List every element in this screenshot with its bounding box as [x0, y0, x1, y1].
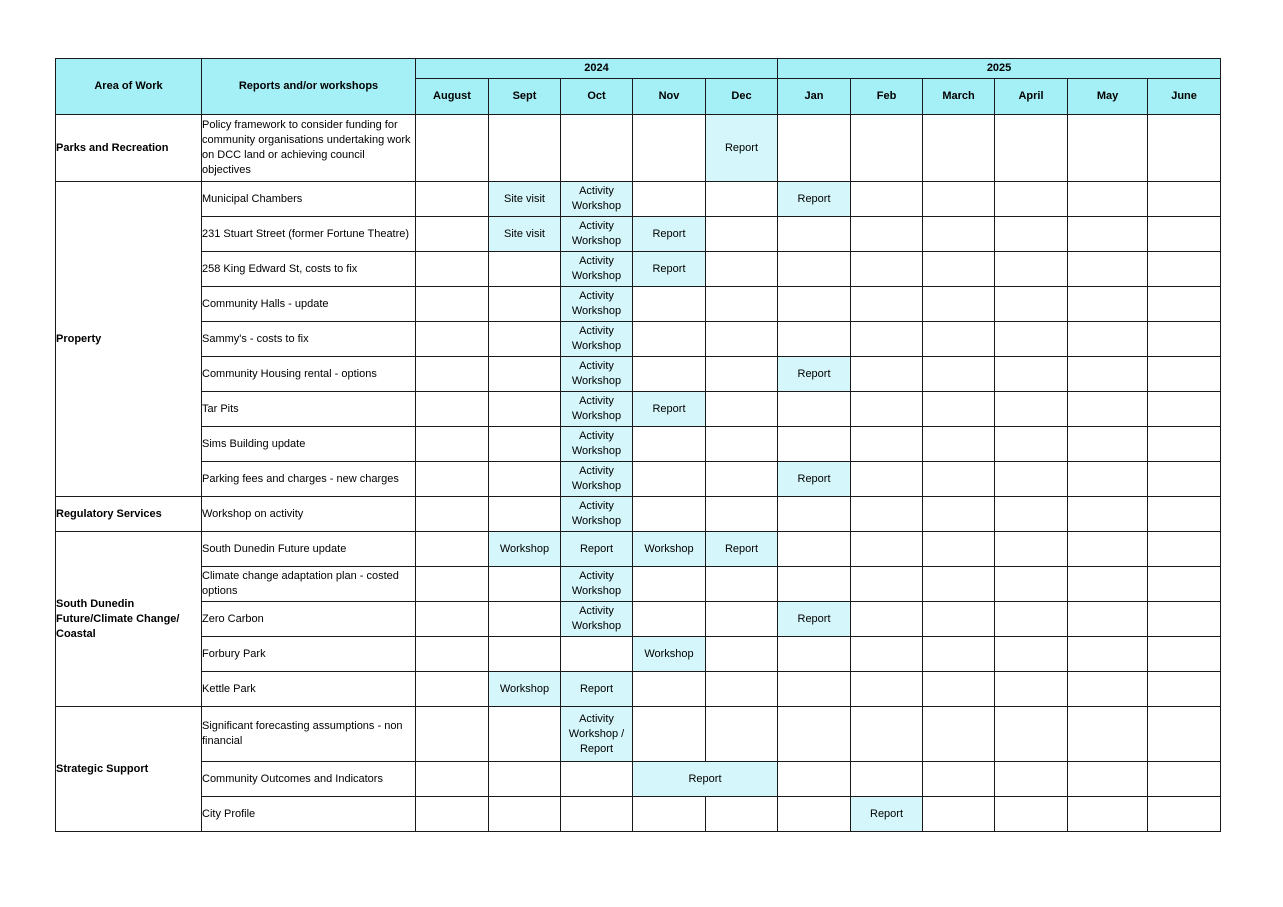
- schedule-cell-oct: Activity Workshop: [561, 322, 633, 357]
- schedule-cell-april: [995, 287, 1068, 322]
- schedule-cell-nov: [633, 115, 706, 182]
- schedule-cell-aug: [416, 252, 489, 287]
- schedule-body: [56, 115, 1221, 832]
- month-header-nov: Nov: [633, 79, 706, 115]
- schedule-cell-aug: [416, 357, 489, 392]
- schedule-cell-sept: [489, 115, 561, 182]
- schedule-cell-april: [995, 497, 1068, 532]
- schedule-cell-may: [1068, 252, 1148, 287]
- schedule-cell-nov: Report: [633, 762, 778, 797]
- schedule-cell-may: [1068, 672, 1148, 707]
- schedule-cell-may: [1068, 322, 1148, 357]
- report-title-cell: Kettle Park: [202, 672, 416, 707]
- schedule-cell-feb: [851, 762, 923, 797]
- schedule-cell-march: [923, 797, 995, 832]
- schedule-cell-june: [1148, 762, 1221, 797]
- schedule-cell-april: [995, 602, 1068, 637]
- schedule-cell-oct: [561, 115, 633, 182]
- schedule-cell-aug: [416, 115, 489, 182]
- schedule-cell-june: [1148, 217, 1221, 252]
- schedule-cell-nov: [633, 672, 706, 707]
- schedule-cell-dec: [706, 357, 778, 392]
- schedule-cell-feb: [851, 427, 923, 462]
- schedule-cell-jan: [778, 322, 851, 357]
- schedule-cell-march: [923, 707, 995, 762]
- schedule-cell-aug: [416, 392, 489, 427]
- schedule-cell-dec: [706, 392, 778, 427]
- schedule-cell-dec: Report: [706, 115, 778, 182]
- report-title-cell: Community Housing rental - options: [202, 357, 416, 392]
- schedule-cell-aug: [416, 567, 489, 602]
- report-title-cell: Sims Building update: [202, 427, 416, 462]
- table-row: [56, 322, 1221, 357]
- schedule-cell-nov: Report: [633, 217, 706, 252]
- schedule-cell-feb: [851, 182, 923, 217]
- schedule-cell-nov: Report: [633, 392, 706, 427]
- schedule-cell-sept: [489, 567, 561, 602]
- schedule-cell-april: [995, 392, 1068, 427]
- schedule-cell-jan: [778, 532, 851, 567]
- report-title-cell: Policy framework to consider funding for community organisations undertaking work on DCC land or achieving council objectives: [202, 115, 416, 182]
- schedule-cell-jan: [778, 637, 851, 672]
- schedule-cell-april: [995, 532, 1068, 567]
- schedule-cell-feb: Report: [851, 797, 923, 832]
- schedule-cell-nov: [633, 322, 706, 357]
- schedule-cell-oct: Activity Workshop: [561, 252, 633, 287]
- schedule-cell-sept: Site visit: [489, 182, 561, 217]
- schedule-cell-nov: [633, 497, 706, 532]
- schedule-cell-dec: [706, 567, 778, 602]
- schedule-cell-sept: [489, 252, 561, 287]
- schedule-cell-april: [995, 567, 1068, 602]
- schedule-cell-sept: [489, 497, 561, 532]
- month-header-june: June: [1148, 79, 1221, 115]
- schedule-cell-jan: [778, 252, 851, 287]
- schedule-cell-jan: Report: [778, 462, 851, 497]
- schedule-cell-oct: [561, 797, 633, 832]
- schedule-cell-oct: Activity Workshop: [561, 602, 633, 637]
- schedule-cell-june: [1148, 182, 1221, 217]
- month-header-march: March: [923, 79, 995, 115]
- schedule-cell-aug: [416, 427, 489, 462]
- schedule-cell-jan: [778, 672, 851, 707]
- schedule-cell-feb: [851, 252, 923, 287]
- schedule-cell-march: [923, 252, 995, 287]
- report-title-cell: Climate change adaptation plan - costed options: [202, 567, 416, 602]
- table-row: [56, 637, 1221, 672]
- report-title-cell: Sammy's - costs to fix: [202, 322, 416, 357]
- schedule-cell-feb: [851, 217, 923, 252]
- schedule-cell-dec: [706, 462, 778, 497]
- report-title-cell: South Dunedin Future update: [202, 532, 416, 567]
- schedule-cell-sept: Workshop: [489, 672, 561, 707]
- schedule-cell-sept: [489, 797, 561, 832]
- schedule-cell-nov: Report: [633, 252, 706, 287]
- schedule-cell-oct: Activity Workshop: [561, 497, 633, 532]
- schedule-cell-march: [923, 637, 995, 672]
- schedule-cell-april: [995, 427, 1068, 462]
- schedule-cell-oct: Activity Workshop / Report: [561, 707, 633, 762]
- year-header-2024: 2024: [416, 59, 778, 79]
- reports-header: Reports and/or workshops: [202, 59, 416, 115]
- schedule-cell-march: [923, 357, 995, 392]
- schedule-cell-nov: [633, 357, 706, 392]
- schedule-cell-may: [1068, 427, 1148, 462]
- schedule-cell-oct: Activity Workshop: [561, 182, 633, 217]
- schedule-cell-aug: [416, 322, 489, 357]
- schedule-cell-may: [1068, 392, 1148, 427]
- schedule-cell-june: [1148, 797, 1221, 832]
- schedule-cell-aug: [416, 287, 489, 322]
- area-cell-property: Property: [56, 182, 202, 497]
- schedule-cell-june: [1148, 252, 1221, 287]
- table-row: [56, 762, 1221, 797]
- schedule-cell-may: [1068, 217, 1148, 252]
- month-header-oct: Oct: [561, 79, 633, 115]
- table-row: [56, 182, 1221, 217]
- month-header-sept: Sept: [489, 79, 561, 115]
- schedule-cell-oct: Activity Workshop: [561, 357, 633, 392]
- report-title-cell: Community Halls - update: [202, 287, 416, 322]
- schedule-cell-jan: [778, 762, 851, 797]
- schedule-cell-sept: [489, 462, 561, 497]
- schedule-cell-nov: [633, 797, 706, 832]
- schedule-cell-sept: [489, 637, 561, 672]
- table-row: [56, 217, 1221, 252]
- schedule-cell-april: [995, 672, 1068, 707]
- table-row: [56, 602, 1221, 637]
- report-title-cell: Zero Carbon: [202, 602, 416, 637]
- schedule-cell-may: [1068, 287, 1148, 322]
- area-cell-parks-and-recreation: Parks and Recreation: [56, 115, 202, 182]
- schedule-cell-april: [995, 357, 1068, 392]
- schedule-cell-june: [1148, 602, 1221, 637]
- schedule-cell-march: [923, 322, 995, 357]
- schedule-cell-april: [995, 217, 1068, 252]
- schedule-cell-sept: [489, 322, 561, 357]
- schedule-cell-march: [923, 182, 995, 217]
- schedule-cell-feb: [851, 602, 923, 637]
- schedule-cell-june: [1148, 115, 1221, 182]
- schedule-cell-sept: [489, 427, 561, 462]
- schedule-cell-may: [1068, 637, 1148, 672]
- schedule-cell-march: [923, 497, 995, 532]
- schedule-cell-may: [1068, 182, 1148, 217]
- schedule-cell-march: [923, 462, 995, 497]
- schedule-cell-april: [995, 462, 1068, 497]
- schedule-cell-jan: [778, 217, 851, 252]
- table-row: [56, 427, 1221, 462]
- table-row: [56, 115, 1221, 182]
- schedule-cell-aug: [416, 762, 489, 797]
- report-title-cell: 231 Stuart Street (former Fortune Theatre): [202, 217, 416, 252]
- report-title-cell: Significant forecasting assumptions - non financial: [202, 707, 416, 762]
- schedule-cell-march: [923, 392, 995, 427]
- schedule-cell-aug: [416, 497, 489, 532]
- schedule-cell-nov: Workshop: [633, 637, 706, 672]
- month-header-may: May: [1068, 79, 1148, 115]
- schedule-cell-aug: [416, 217, 489, 252]
- schedule-cell-march: [923, 602, 995, 637]
- month-header-jan: Jan: [778, 79, 851, 115]
- schedule-cell-nov: [633, 462, 706, 497]
- schedule-cell-sept: Workshop: [489, 532, 561, 567]
- schedule-cell-feb: [851, 115, 923, 182]
- schedule-cell-june: [1148, 392, 1221, 427]
- schedule-cell-june: [1148, 672, 1221, 707]
- schedule-cell-dec: [706, 707, 778, 762]
- month-header-feb: Feb: [851, 79, 923, 115]
- schedule-cell-jan: [778, 797, 851, 832]
- schedule-cell-may: [1068, 707, 1148, 762]
- table-row: [56, 672, 1221, 707]
- table-row: [56, 287, 1221, 322]
- schedule-cell-sept: [489, 287, 561, 322]
- schedule-cell-dec: [706, 427, 778, 462]
- schedule-cell-june: [1148, 462, 1221, 497]
- table-row: [56, 252, 1221, 287]
- area-of-work-header: Area of Work: [56, 59, 202, 115]
- schedule-cell-june: [1148, 357, 1221, 392]
- schedule-cell-nov: [633, 287, 706, 322]
- schedule-cell-dec: [706, 322, 778, 357]
- schedule-cell-aug: [416, 182, 489, 217]
- schedule-cell-feb: [851, 532, 923, 567]
- schedule-cell-sept: Site visit: [489, 217, 561, 252]
- schedule-cell-june: [1148, 497, 1221, 532]
- schedule-cell-sept: [489, 392, 561, 427]
- table-row: [56, 567, 1221, 602]
- schedule-cell-aug: [416, 672, 489, 707]
- month-header-dec: Dec: [706, 79, 778, 115]
- schedule-cell-may: [1068, 497, 1148, 532]
- month-header-august: August: [416, 79, 489, 115]
- table-row: [56, 357, 1221, 392]
- schedule-cell-march: [923, 427, 995, 462]
- schedule-cell-feb: [851, 497, 923, 532]
- schedule-cell-april: [995, 115, 1068, 182]
- schedule-cell-aug: [416, 532, 489, 567]
- schedule-cell-jan: [778, 497, 851, 532]
- schedule-cell-oct: Report: [561, 532, 633, 567]
- schedule-cell-june: [1148, 532, 1221, 567]
- schedule-cell-april: [995, 637, 1068, 672]
- report-title-cell: Parking fees and charges - new charges: [202, 462, 416, 497]
- schedule-cell-sept: [489, 602, 561, 637]
- schedule-cell-dec: [706, 182, 778, 217]
- schedule-cell-feb: [851, 707, 923, 762]
- report-title-cell: Workshop on activity: [202, 497, 416, 532]
- schedule-cell-sept: [489, 762, 561, 797]
- schedule-cell-april: [995, 797, 1068, 832]
- schedule-cell-jan: [778, 567, 851, 602]
- schedule-cell-jan: [778, 115, 851, 182]
- schedule-cell-oct: Activity Workshop: [561, 392, 633, 427]
- schedule-cell-oct: Activity Workshop: [561, 217, 633, 252]
- schedule-cell-oct: Activity Workshop: [561, 427, 633, 462]
- schedule-cell-june: [1148, 427, 1221, 462]
- schedule-cell-april: [995, 707, 1068, 762]
- schedule-cell-may: [1068, 602, 1148, 637]
- schedule-cell-march: [923, 115, 995, 182]
- area-cell-south-dunedin-climate-coastal: South Dunedin Future/Climate Change/ Coastal: [56, 532, 202, 707]
- schedule-cell-dec: [706, 497, 778, 532]
- schedule-cell-feb: [851, 287, 923, 322]
- schedule-cell-april: [995, 252, 1068, 287]
- schedule-cell-may: [1068, 797, 1148, 832]
- report-title-cell: City Profile: [202, 797, 416, 832]
- month-header-april: April: [995, 79, 1068, 115]
- area-cell-regulatory-services: Regulatory Services: [56, 497, 202, 532]
- report-title-cell: Forbury Park: [202, 637, 416, 672]
- report-title-cell: Tar Pits: [202, 392, 416, 427]
- table-row: [56, 497, 1221, 532]
- schedule-cell-nov: [633, 602, 706, 637]
- schedule-cell-nov: [633, 567, 706, 602]
- schedule-cell-dec: [706, 602, 778, 637]
- schedule-cell-march: [923, 672, 995, 707]
- table-row: [56, 707, 1221, 762]
- schedule-cell-march: [923, 287, 995, 322]
- schedule-cell-sept: [489, 707, 561, 762]
- schedule-cell-dec: [706, 217, 778, 252]
- schedule-cell-june: [1148, 637, 1221, 672]
- schedule-cell-nov: [633, 427, 706, 462]
- schedule-cell-jan: [778, 287, 851, 322]
- report-title-cell: Municipal Chambers: [202, 182, 416, 217]
- schedule-cell-feb: [851, 392, 923, 427]
- schedule-cell-march: [923, 217, 995, 252]
- schedule-cell-june: [1148, 322, 1221, 357]
- schedule-cell-oct: Activity Workshop: [561, 462, 633, 497]
- schedule-cell-may: [1068, 762, 1148, 797]
- schedule-cell-aug: [416, 462, 489, 497]
- schedule-cell-jan: Report: [778, 602, 851, 637]
- schedule-cell-may: [1068, 532, 1148, 567]
- schedule-cell-aug: [416, 707, 489, 762]
- report-title-cell: Community Outcomes and Indicators: [202, 762, 416, 797]
- schedule-cell-feb: [851, 462, 923, 497]
- schedule-cell-oct: Activity Workshop: [561, 287, 633, 322]
- schedule-cell-nov: [633, 707, 706, 762]
- schedule-cell-feb: [851, 672, 923, 707]
- table-row: [56, 462, 1221, 497]
- schedule-cell-dec: [706, 797, 778, 832]
- schedule-cell-april: [995, 182, 1068, 217]
- schedule-cell-sept: [489, 357, 561, 392]
- report-title-cell: 258 King Edward St, costs to fix: [202, 252, 416, 287]
- schedule-cell-march: [923, 762, 995, 797]
- schedule-cell-feb: [851, 567, 923, 602]
- schedule-cell-dec: [706, 252, 778, 287]
- schedule-cell-may: [1068, 462, 1148, 497]
- table-row: [56, 797, 1221, 832]
- schedule-cell-jan: Report: [778, 357, 851, 392]
- schedule-cell-april: [995, 762, 1068, 797]
- schedule-cell-nov: [633, 182, 706, 217]
- schedule-cell-jan: Report: [778, 182, 851, 217]
- schedule-cell-may: [1068, 357, 1148, 392]
- schedule-cell-may: [1068, 567, 1148, 602]
- schedule-cell-march: [923, 567, 995, 602]
- schedule-cell-oct: [561, 762, 633, 797]
- schedule-cell-dec: [706, 637, 778, 672]
- schedule-cell-aug: [416, 602, 489, 637]
- schedule-cell-dec: Report: [706, 532, 778, 567]
- schedule-cell-oct: [561, 637, 633, 672]
- area-cell-strategic-support: Strategic Support: [56, 707, 202, 832]
- schedule-cell-april: [995, 322, 1068, 357]
- schedule-cell-nov: Workshop: [633, 532, 706, 567]
- schedule-cell-aug: [416, 637, 489, 672]
- schedule-cell-feb: [851, 637, 923, 672]
- schedule-cell-jan: [778, 707, 851, 762]
- schedule-cell-oct: Report: [561, 672, 633, 707]
- schedule-cell-june: [1148, 707, 1221, 762]
- table-row: [56, 392, 1221, 427]
- year-header-2025: 2025: [778, 59, 1221, 79]
- schedule-cell-oct: Activity Workshop: [561, 567, 633, 602]
- schedule-cell-june: [1148, 287, 1221, 322]
- schedule-cell-feb: [851, 357, 923, 392]
- work-schedule-table: [55, 58, 1221, 832]
- schedule-cell-dec: [706, 287, 778, 322]
- schedule-cell-dec: [706, 672, 778, 707]
- schedule-cell-aug: [416, 797, 489, 832]
- schedule-cell-jan: [778, 392, 851, 427]
- table-row: [56, 532, 1221, 567]
- schedule-cell-jan: [778, 427, 851, 462]
- schedule-cell-may: [1068, 115, 1148, 182]
- schedule-cell-march: [923, 532, 995, 567]
- schedule-cell-feb: [851, 322, 923, 357]
- schedule-cell-june: [1148, 567, 1221, 602]
